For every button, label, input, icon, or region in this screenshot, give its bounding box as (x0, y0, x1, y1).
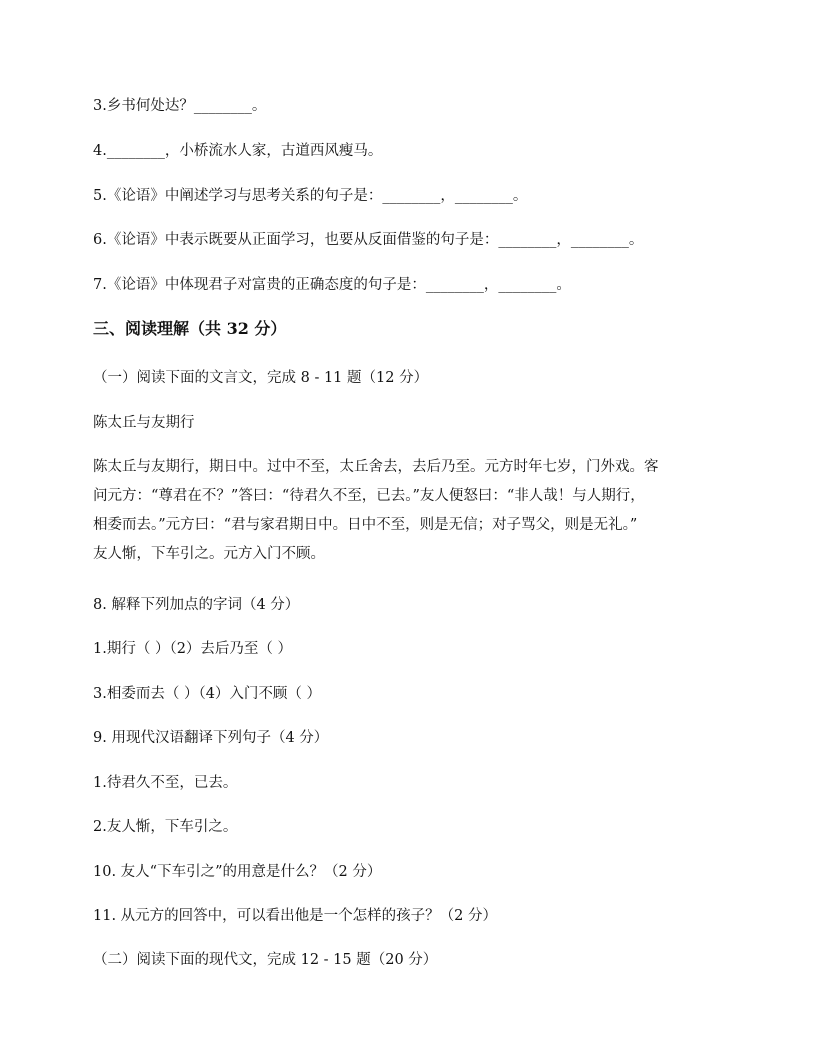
part-1-instruction: （一）阅读下面的文言文，完成 8 - 11 题（12 分） (93, 370, 429, 386)
question-8: 8. 解释下列加点的字词（4 分） (93, 597, 300, 613)
section-3-heading: 三、阅读理解（共 32 分） (93, 319, 287, 338)
question-8-items-b: 3.相委而去（ ）（4）入门不顾（ ） (93, 686, 322, 702)
question-8-items-a: 1.期行（ ）（2）去后乃至（ ） (93, 641, 293, 657)
passage-title: 陈太丘与友期行 (93, 415, 195, 431)
question-9-item-2: 2.友人惭，下车引之。 (93, 819, 238, 835)
question-10: 10. 友人“下车引之”的用意是什么？（2 分） (93, 864, 382, 880)
question-6: 6.《论语》中表示既要从正面学习，也要从反面借鉴的句子是：________，________。 (93, 232, 644, 248)
passage-line: 相委而去。”元方曰：“君与家君期日中。日中不至，则是无信；对子骂父，则是无礼。” (93, 517, 638, 533)
passage-body (93, 453, 728, 569)
passage-line: 陈太丘与友期行，期日中。过中不至，太丘舍去，去后乃至。元方时年七岁，门外戏。客 (93, 459, 659, 475)
question-4: 4.________，小桥流水人家，古道西风瘦马。 (93, 143, 383, 159)
passage-line: 友人惭，下车引之。元方入门不顾。 (93, 546, 325, 562)
question-9-item-1: 1.待君久不至，已去。 (93, 775, 238, 791)
question-11: 11. 从元方的回答中，可以看出他是一个怎样的孩子？（2 分） (93, 908, 498, 924)
part-2-instruction: （二）阅读下面的现代文，完成 12 - 15 题（20 分） (93, 952, 438, 968)
passage-line: 问元方：“尊君在不？”答曰：“待君久不至，已去。”友人便怒曰：“非人哉！与人期行， (93, 488, 645, 504)
question-7: 7.《论语》中体现君子对富贵的正确态度的句子是：________，________。 (93, 277, 571, 293)
question-5: 5.《论语》中阐述学习与思考关系的句子是：________，________。 (93, 188, 528, 204)
question-9: 9. 用现代汉语翻译下列句子（4 分） (93, 730, 329, 746)
question-3: 3.乡书何处达？________。 (93, 98, 267, 114)
